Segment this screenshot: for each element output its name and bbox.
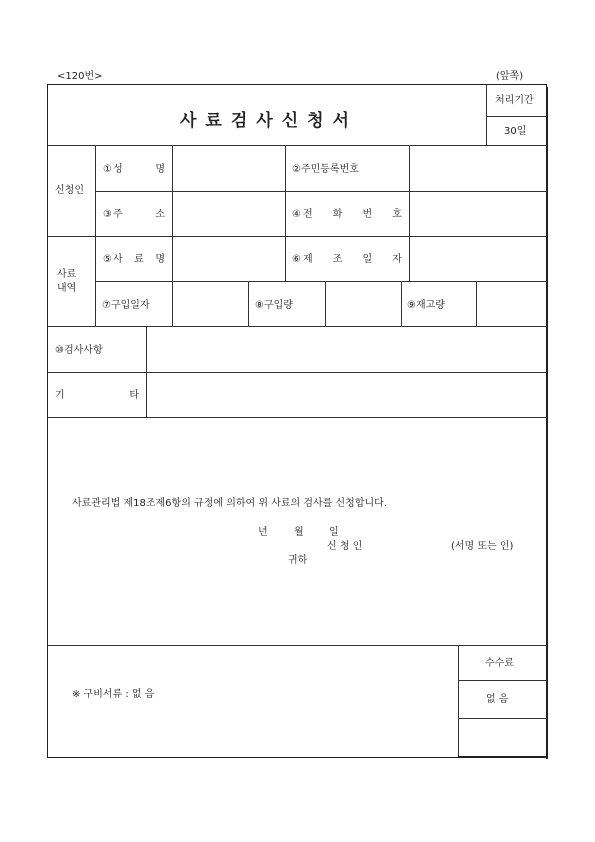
purchase-date-input[interactable] — [174, 283, 247, 325]
purchase-quantity-input[interactable] — [327, 283, 400, 325]
purchase-quantity-label: ⑧구입량 — [255, 300, 293, 311]
rule-row4-c — [325, 281, 326, 326]
date-year: 년 — [258, 527, 268, 538]
feed-details-label-line1: 사료 — [57, 269, 77, 280]
manufacture-date-label-number: ⑥ — [292, 254, 301, 265]
inspection-items-input[interactable] — [148, 328, 545, 371]
stock-quantity-label: ⑨재고량 — [407, 300, 445, 311]
other-label-char: 기 — [55, 390, 65, 401]
rule-row4-e — [476, 281, 477, 326]
rule-row4-b — [248, 281, 249, 326]
required-documents-note: ※ 구비서류 : 없 음 — [72, 689, 155, 700]
phone-label-char: 화 — [332, 209, 343, 220]
resident-number-label: ②주민등록번호 — [292, 164, 359, 175]
rule-inspection-label — [146, 326, 147, 417]
processing-period-label: 처리기간 — [495, 95, 534, 106]
phone-label-char: 호 — [392, 209, 402, 220]
rule-other-bottom — [48, 417, 546, 418]
date-day: 일 — [329, 527, 339, 538]
applicant-sign-label: 신 청 인 — [327, 541, 363, 552]
rule-mid-a — [285, 145, 286, 281]
addressee-label: 귀하 — [288, 555, 308, 566]
form-title: 사료검사신청서 — [180, 111, 358, 131]
rule-label-value-a — [172, 145, 173, 281]
phone-label-char: 전 — [303, 209, 313, 220]
name-label-char: 명 — [155, 164, 165, 175]
rule-section-label — [95, 145, 96, 326]
manufacture-date-label-char: 조 — [332, 254, 343, 265]
fee-value: 없 음 — [486, 694, 509, 705]
resident-number-input[interactable] — [411, 147, 545, 190]
inspection-items-label: ⑩검사사항 — [55, 345, 103, 356]
rule-inspection-bottom — [48, 372, 546, 373]
rule-statement-bottom — [48, 645, 546, 646]
phone-input[interactable] — [411, 193, 545, 235]
rule-row4-d — [401, 281, 402, 326]
rule-row3-bottom — [95, 281, 546, 282]
applicant-section-label: 신청인 — [55, 185, 84, 196]
rule-row1-bottom — [95, 191, 546, 192]
address-label-char: 소 — [155, 209, 165, 220]
rule-mid-b — [409, 145, 410, 281]
rule-applicant-bottom — [48, 236, 546, 237]
address-label-char: 주 — [113, 209, 123, 220]
fee-label: 수수료 — [485, 658, 514, 669]
date-month: 월 — [294, 527, 304, 538]
page-side: (앞쪽) — [496, 71, 524, 82]
name-label-number: ① — [103, 164, 112, 175]
name-label — [113, 165, 165, 175]
manufacture-date-label-char: 일 — [362, 254, 373, 265]
rule-fee-bottom — [458, 718, 546, 719]
feed-name-label — [113, 255, 165, 265]
other-input[interactable] — [148, 374, 545, 416]
manufacture-date-input[interactable] — [411, 238, 545, 280]
rule-processing-mid — [486, 116, 546, 117]
signature-note: (서명 또는 인) — [451, 541, 514, 552]
manufacture-date-label — [303, 255, 402, 265]
feed-name-input[interactable] — [174, 238, 284, 280]
phone-label-number: ④ — [292, 209, 301, 220]
address-input[interactable] — [174, 193, 284, 235]
feed-name-label-char: 사 — [113, 254, 123, 265]
other-label — [55, 391, 139, 401]
feed-details-label-line2: 내역 — [57, 283, 77, 294]
stock-quantity-input[interactable] — [478, 283, 545, 325]
phone-label — [303, 210, 402, 220]
manufacture-date-label-char: 제 — [303, 254, 313, 265]
rule-fee-left — [458, 645, 459, 756]
name-input[interactable] — [174, 147, 284, 190]
rule-title-bottom — [48, 145, 546, 146]
feed-name-label-number: ⑤ — [103, 254, 112, 265]
rule-processing-left — [486, 85, 487, 145]
rule-feed-bottom — [48, 326, 546, 327]
address-label — [113, 210, 165, 220]
form-number: <120번> — [57, 71, 103, 82]
rule-fee-mid — [458, 680, 546, 681]
manufacture-date-label-char: 자 — [392, 254, 402, 265]
purchase-date-label: ⑦구입일자 — [102, 300, 150, 311]
feed-name-label-char: 료 — [134, 254, 144, 265]
application-statement: 사료관리법 제18조제6항의 규정에 의하여 위 사료의 검사를 신청합니다. — [72, 498, 387, 509]
processing-period-value: 30일 — [504, 126, 527, 137]
name-label-char: 성 — [113, 164, 123, 175]
feed-name-label-char: 명 — [155, 254, 165, 265]
address-label-number: ③ — [103, 209, 112, 220]
phone-label-char: 번 — [362, 209, 373, 220]
rule-row4-a — [172, 281, 173, 326]
other-label-char: 타 — [129, 390, 139, 401]
